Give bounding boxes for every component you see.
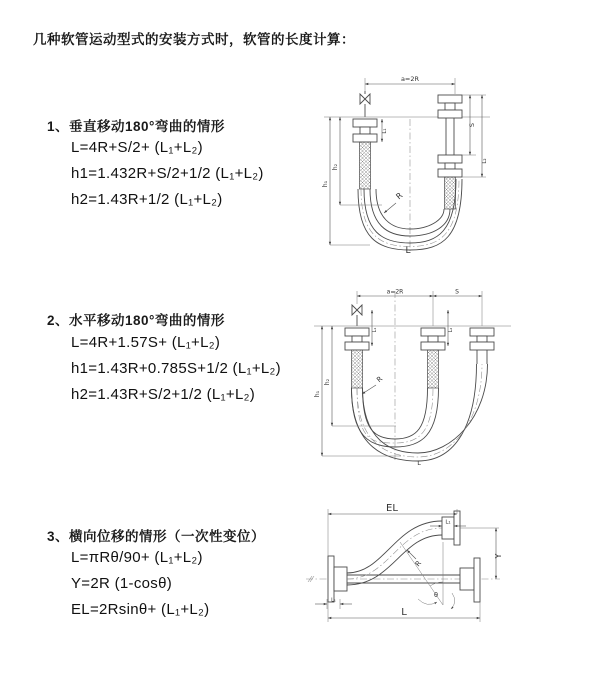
left-leg-fitting bbox=[345, 328, 369, 388]
valve-icon bbox=[352, 305, 362, 326]
dim-a-label: a=2R bbox=[386, 288, 404, 296]
formula-line: L=πRθ/90+ (L₁+L₂) bbox=[71, 549, 203, 566]
section-3-formulas bbox=[71, 545, 209, 623]
dim-h2 bbox=[332, 117, 382, 205]
formula-line: h2=1.43R+S/2+1/2 (L₁+L₂) bbox=[71, 386, 256, 403]
right-leg-fitting bbox=[438, 95, 462, 209]
section-3-heading: 3、横向位移的情形（一次性变位） bbox=[47, 529, 266, 544]
diagram-horizontal-180-bend bbox=[306, 286, 521, 468]
diagram-lateral-displacement bbox=[300, 502, 515, 652]
radius-callout bbox=[407, 550, 423, 568]
dim-a-label: a=2R bbox=[400, 75, 420, 83]
length-label: L bbox=[417, 459, 421, 467]
dim-h1-label: h₁ bbox=[322, 180, 329, 188]
formula-line: L=4R+1.57S+ (L₁+L₂) bbox=[71, 334, 221, 351]
dim-l-label: L bbox=[401, 607, 407, 618]
middle-leg-fitting bbox=[421, 328, 445, 388]
formula-line: h1=1.432R+S/2+1/2 (L₁+L₂) bbox=[71, 165, 264, 182]
diagram-1-svg bbox=[310, 67, 522, 255]
dim-s-label: S bbox=[468, 122, 476, 128]
dim-l2 bbox=[448, 310, 454, 346]
page-title: 几种软管运动型式的安装方式时，软管的长度计算： bbox=[33, 32, 355, 47]
right-leg-fitting bbox=[470, 328, 494, 364]
dim-l1 bbox=[382, 119, 388, 142]
dim-l bbox=[328, 602, 480, 622]
diagram-3-svg bbox=[300, 502, 515, 652]
formula-line: L=4R+S/2+ (L₁+L₂) bbox=[71, 139, 203, 156]
dim-h2-label: h₂ bbox=[324, 378, 331, 386]
section-2-formulas bbox=[71, 330, 281, 408]
dim-l1-top-label: L₁ bbox=[445, 519, 451, 526]
dim-el-label: EL bbox=[386, 503, 398, 514]
radius-label: R bbox=[413, 559, 424, 569]
formula-line: h2=1.43R+1/2 (L₁+L₂) bbox=[71, 191, 223, 208]
dim-l2-label: L₂ bbox=[482, 158, 488, 164]
dim-l1-label: L₁ bbox=[372, 327, 378, 333]
dim-l1-left-label: L₁ bbox=[331, 597, 336, 604]
section-1-formulas bbox=[71, 135, 264, 213]
dim-s bbox=[462, 95, 486, 155]
dim-l1-left bbox=[315, 598, 352, 610]
dim-s bbox=[433, 289, 482, 327]
valve-icon bbox=[360, 91, 370, 117]
dim-l2-label: L₂ bbox=[448, 327, 454, 333]
diagram-vertical-180-bend bbox=[310, 67, 522, 255]
dim-h1-label: h₁ bbox=[314, 390, 321, 398]
left-flange bbox=[328, 556, 347, 602]
section-2-heading: 2、水平移动180°弯曲的情形 bbox=[47, 313, 225, 328]
hose-u-bends bbox=[352, 364, 488, 461]
length-label: L bbox=[405, 246, 411, 255]
dim-el bbox=[328, 503, 457, 556]
formula-line: EL=2Rsinθ+ (L₁+L₂) bbox=[71, 601, 210, 618]
radius-label: R bbox=[394, 190, 405, 202]
dim-s-label: S bbox=[455, 288, 459, 296]
radius-callout bbox=[384, 191, 405, 213]
section-1-heading: 1、垂直移动180°弯曲的情形 bbox=[47, 119, 225, 134]
straight-pipe-original-position bbox=[347, 558, 480, 602]
formula-line: h1=1.43R+0.785S+1/2 (L₁+L₂) bbox=[71, 360, 281, 377]
angle-construction bbox=[400, 542, 455, 609]
diagram-2-svg bbox=[306, 286, 521, 468]
dim-h2-label: h₂ bbox=[332, 163, 339, 171]
dim-l2 bbox=[462, 95, 488, 177]
angle-theta-label: θ bbox=[434, 591, 438, 599]
radius-callout bbox=[362, 375, 384, 394]
dim-y-label: Y bbox=[494, 553, 503, 559]
dim-l1 bbox=[372, 310, 378, 346]
dim-l1-label: L₁ bbox=[382, 128, 388, 134]
radius-label: R bbox=[375, 374, 385, 385]
dim-l1-top bbox=[430, 520, 466, 527]
dim-a-2r bbox=[365, 75, 455, 94]
left-leg-fitting bbox=[353, 119, 377, 189]
formula-line: Y=2R (1-cosθ) bbox=[71, 575, 173, 592]
